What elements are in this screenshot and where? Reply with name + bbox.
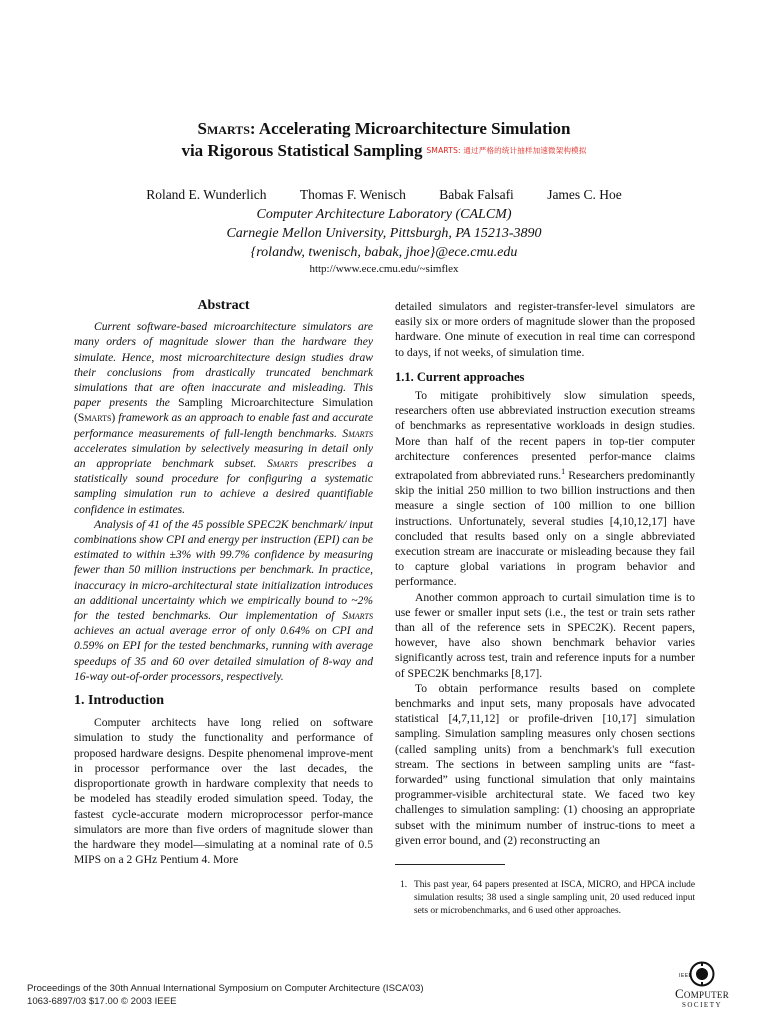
footnote-text: This past year, 64 papers presented at ISCA, MICRO, and HPCA include simulation results; 38 used a single sampling unit, 20 used reduced input sets or microbenchmarks, and 6 used other approaches. — [414, 880, 695, 916]
computer-society-logo — [660, 961, 744, 1011]
author-name: Thomas F. Wenisch — [299, 187, 406, 202]
abstract-heading: Abstract — [197, 298, 250, 313]
title-line2-text: via Rigorous Statistical Sampling — [181, 141, 423, 160]
copyright-footer: 1063-6897/03 $17.00 © 2003 IEEE — [27, 996, 177, 1007]
logo-ieee-text: IEEE — [679, 973, 693, 979]
ieee-emblem-icon — [689, 961, 715, 987]
logo-society-text: society — [681, 999, 723, 1010]
body-paragraph: To obtain performance results based on complete benchmarks and input sets, many proposals have advocated statistical [4,7,11,12] or profile-driven [10,17] simulation sampling. Simulation sampling measures only chosen sections (called sampling units) from a benchmark's full execution stream. The sections in between sampling units are “fast-forwarded” using functional simulation that only maintains programmer-visible architectural state. We faced two key challenges to simulation sampling: (1) choosing an appropriate subset with the minimum number of instruc-tions to meet a given error bound, and (2) reconstructing an — [395, 681, 695, 847]
abstract-paragraph: Analysis of 41 of the 45 possible SPEC2K benchmark/ input combinations show CPI and energy per instruction (EPI) can be estimated to within ±3% with 99.7% confidence by measuring fewer than 50 million instructions per benchmark. In practice, inaccuracy in micro-architectural state initialization introduces an additional uncertainty which we empirically bound to ~2% for the tested benchmarks. Our implementation of Smarts achieves an actual average error of only 0.64% on CPI and 0.59% on EPI for the tested benchmarks, running with average speedups of 35 and 60 over detailed simulation of 8-way and 16-way out-of-order processors, respectively. — [74, 517, 373, 683]
proceedings-footer: Proceedings of the 30th Annual International Symposium on Computer Architecture (ISCA’03) — [27, 983, 424, 994]
body-paragraph: Another common approach to curtail simulation time is to use fewer or smaller input sets (i.e., the test or train sets rather than all of the reference sets in SPEC2K). Recent papers, however, have also shown benchmark behavior varies significantly across test, train and reference inputs for a number of SPEC2K benchmarks [8,17]. — [395, 590, 695, 680]
author-emails: {rolandw, twenisch, babak, jhoe}@ece.cmu.edu — [250, 245, 518, 260]
paper-title-line2 — [0, 141, 768, 161]
smarts-name: Smarts — [197, 119, 250, 138]
footnote — [400, 879, 695, 918]
paper-title-line1 — [0, 119, 768, 139]
project-url[interactable]: http://www.ece.cmu.edu/~simflex — [309, 263, 459, 275]
author-name: Roland E. Wunderlich — [146, 187, 267, 202]
abstract-paragraph: Current software-based microarchitecture simulators are many orders of magnitude slower than the hardware they simulate. Hence, most microarchitecture design studies draw their conclusions from drastically truncated benchmark simulations that are often inaccurate and misleading. This paper presents the Sampling Microarchitecture Simulation (Smarts) framework as an approach to enable fast and accurate performance measurements of full-length benchmarks. Smarts accelerates simulation by selectively measuring in detail only an appropriate benchmark subset. Smarts prescribes a statistically sound procedure for configuring a systematic sampling simulation run to achieve a desired quantifiable confidence in estimates. — [74, 320, 374, 516]
logo-computer-text: Computer — [674, 986, 730, 1001]
left-column — [74, 298, 373, 867]
affiliation-lab: Computer Architecture Laboratory (CALCM) — [256, 207, 512, 222]
subsection-heading: 1.1. Current approaches — [395, 369, 525, 384]
title-rest: : Accelerating Microarchitecture Simulation — [249, 119, 571, 138]
footnote-marker[interactable]: 1 — [561, 467, 566, 477]
author-list — [0, 187, 768, 203]
body-paragraph: detailed simulators and register-transfer-level simulators are easily six or more orders of magnitude slower than the proposed hardware. One minute of execution in real time can correspond to days, if not weeks, of simulation time. — [395, 300, 695, 359]
body-paragraph: To mitigate prohibitively slow simulation speeds, researchers often use abbreviated instruction execution streams of benchmarks as representative workloads in design studies. More than half of the recent papers in top-tier computer architecture conferences presented perfor-mance claims extrapolated from abbreviated runs.$^1$ Researchers predominantly skip the initial 250 million to two billion instructions and then measure a single section of 100 million to one billion instructions. Unfortunately, several studies [4,10,12,17] have concluded that results based only on a single abbreviated execution stream are inaccurate or misleading because they fail to capture global variations in program behavior and performance. — [395, 389, 696, 589]
translation-annotation: SMARTS: 通过严格的统计抽样加速微架构模拟 — [426, 146, 587, 155]
author-name: Babak Falsafi — [439, 187, 514, 202]
affiliation-university: Carnegie Mellon University, Pittsburgh, PA 15213-3890 — [226, 226, 542, 241]
author-name: James C. Hoe — [547, 187, 622, 202]
body-paragraph: Computer architects have long relied on software simulation to study the functionality and performance of proposed hardware designs. Despite phenomenal improve-ment in processor performance over the last decades, the disproportionate growth in hardware complexity that needs to be modeled has steadily eroded simulation speed. Today, the fastest cycle-accurate modern microprocessor perfor-mance simulators are more than five orders of magnitude slower than the hardware they model—simulating at a nominal rate of 0.5 MIPS on a 2 GHz Pentium 4. More — [74, 716, 373, 867]
section-heading: 1. Introduction — [74, 693, 164, 709]
footnote-number: 1. — [400, 880, 408, 890]
footnote-divider — [395, 864, 505, 865]
right-column — [395, 299, 695, 848]
